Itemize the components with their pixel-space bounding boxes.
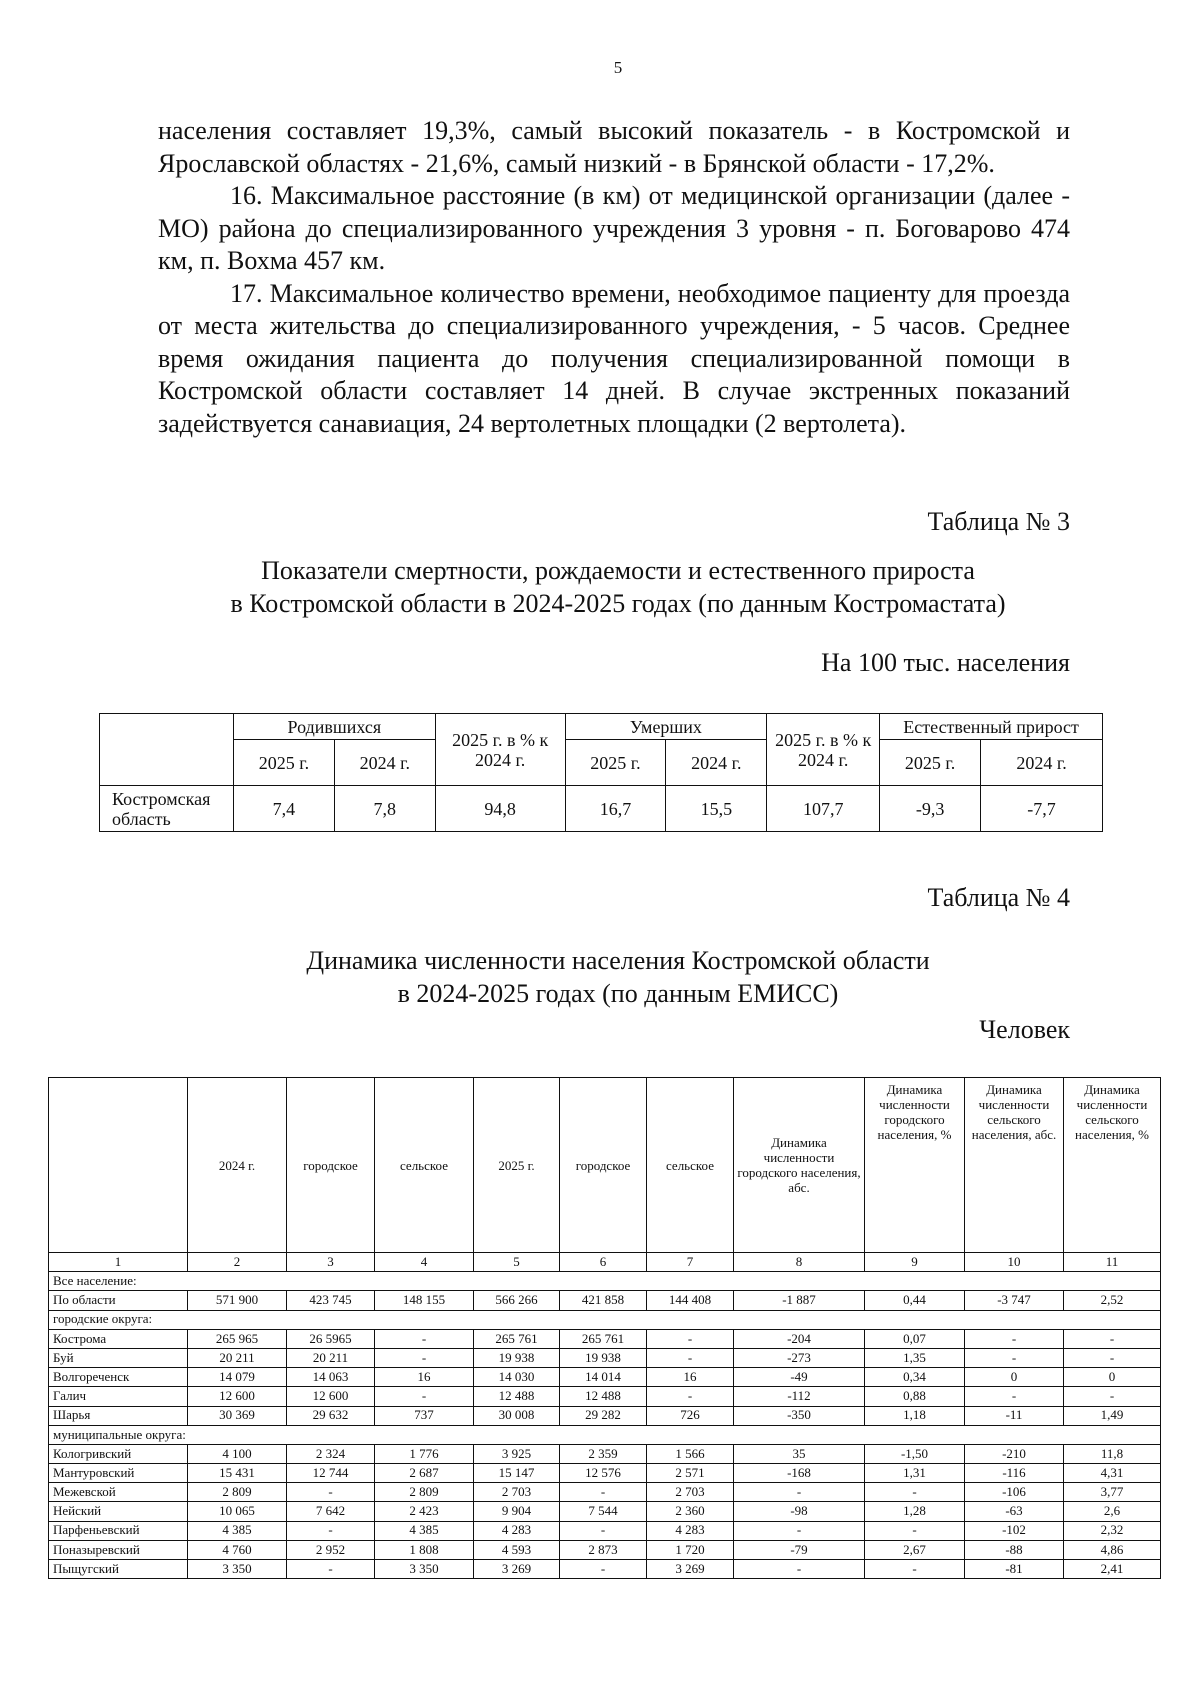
data-cell: 2 687: [375, 1464, 474, 1483]
data-cell: 1,31: [865, 1464, 965, 1483]
table-row: [49, 1540, 1161, 1559]
table-row: [49, 1387, 1161, 1406]
section-row: [49, 1425, 1161, 1444]
data-cell: 3 925: [474, 1444, 560, 1463]
data-cell: -: [865, 1560, 965, 1579]
data-cell: 2,67: [865, 1540, 965, 1559]
data-cell: 5: [474, 1253, 560, 1272]
table4-header-row: [49, 1078, 1161, 1253]
table-row: [49, 1560, 1161, 1579]
row-label-cell: Межевской: [49, 1483, 188, 1502]
data-cell: -116: [965, 1464, 1064, 1483]
data-cell: 1,49: [1064, 1406, 1161, 1425]
data-cell: -: [734, 1521, 865, 1540]
data-cell: 16: [647, 1368, 734, 1387]
data-cell: -88: [965, 1540, 1064, 1559]
data-cell: 265 761: [474, 1329, 560, 1348]
data-cell: 26 5965: [287, 1329, 375, 1348]
data-cell: 1 808: [375, 1540, 474, 1559]
data-cell: 4,31: [1064, 1464, 1161, 1483]
header-cell: [49, 1078, 188, 1253]
data-cell: 4,86: [1064, 1540, 1161, 1559]
data-cell: 3,77: [1064, 1483, 1161, 1502]
data-cell: 29 282: [560, 1406, 647, 1425]
row-label-cell: Шарья: [49, 1406, 188, 1425]
deaths-header: Умерших: [565, 714, 767, 740]
data-cell: 423 745: [287, 1291, 375, 1310]
data-cell: 2,6: [1064, 1502, 1161, 1521]
data-cell: 12 488: [474, 1387, 560, 1406]
data-cell: -1 887: [734, 1291, 865, 1310]
row-label-cell: Пыщугский: [49, 1560, 188, 1579]
table-row: [49, 1291, 1161, 1310]
data-cell: -102: [965, 1521, 1064, 1540]
row-label-cell: Галич: [49, 1387, 188, 1406]
data-cell: 7,8: [334, 786, 435, 832]
data-cell: 2 703: [474, 1483, 560, 1502]
data-cell: 8: [734, 1253, 865, 1272]
column-number-row: [49, 1253, 1161, 1272]
deaths-2024-header: 2024 г.: [666, 740, 767, 786]
header-cell: Динамика численности городского населения, абс.: [734, 1078, 865, 1253]
data-cell: -: [1064, 1348, 1161, 1367]
data-cell: 14 014: [560, 1368, 647, 1387]
data-cell: 2 809: [188, 1483, 287, 1502]
paragraph-17: 17. Максимальное количество времени, необходимое пациенту для проезда от места жительства до специализированного учреждения, - 5 часов. Среднее время ожидания пациента до получения специализированной помощи в Костромской области составляет 14 дней. В случае экстренных показаний задействуется санавиация, 24 вертолетных площадки (2 вертолета).: [158, 278, 1070, 438]
data-cell: 2,52: [1064, 1291, 1161, 1310]
data-cell: 20 211: [287, 1348, 375, 1367]
data-cell: -: [560, 1483, 647, 1502]
data-cell: 2 809: [375, 1483, 474, 1502]
table-row: [49, 1464, 1161, 1483]
table-row: [49, 1502, 1161, 1521]
data-cell: 2 423: [375, 1502, 474, 1521]
data-cell: 30 008: [474, 1406, 560, 1425]
data-cell: 0,07: [865, 1329, 965, 1348]
data-cell: -106: [965, 1483, 1064, 1502]
row-label-cell: Буй: [49, 1348, 188, 1367]
table4-title: [0, 944, 1200, 1010]
row-label-cell: Кострома: [49, 1329, 188, 1348]
paragraph-16: 16. Максимальное расстояние (в км) от медицинской организации (далее - МО) района до специализированного учреждения 3 уровня - п. Боговарово 474 км, п. Вохма 457 км.: [158, 181, 1070, 275]
data-cell: 4 760: [188, 1540, 287, 1559]
table3-unit: На 100 тыс. населения: [821, 648, 1070, 677]
data-cell: 9 904: [474, 1502, 560, 1521]
data-cell: 566 266: [474, 1291, 560, 1310]
data-cell: -79: [734, 1540, 865, 1559]
data-cell: 3 350: [375, 1560, 474, 1579]
table4-title-line1: Динамика численности населения Костромской области: [306, 946, 930, 975]
data-cell: 12 744: [287, 1464, 375, 1483]
body-text: [158, 115, 1070, 440]
data-cell: 571 900: [188, 1291, 287, 1310]
data-cell: -204: [734, 1329, 865, 1348]
table3-subheader-row: [100, 740, 1103, 786]
data-cell: 1,35: [865, 1348, 965, 1367]
data-cell: 2 360: [647, 1502, 734, 1521]
data-cell: 14 079: [188, 1368, 287, 1387]
data-cell: 0: [965, 1368, 1064, 1387]
data-cell: 3 269: [647, 1560, 734, 1579]
row-label-cell: Парфеньевский: [49, 1521, 188, 1540]
data-cell: 0,44: [865, 1291, 965, 1310]
data-cell: 144 408: [647, 1291, 734, 1310]
data-cell: 9: [865, 1253, 965, 1272]
paragraph-15-continued: населения составляет 19,3%, самый высокий показатель - в Костромской и Ярославской областях - 21,6%, самый низкий - в Брянской области - 17,2%.: [158, 116, 1070, 178]
table-row: [49, 1444, 1161, 1463]
data-cell: -: [734, 1483, 865, 1502]
births-2025-header: 2025 г.: [233, 740, 334, 786]
data-cell: -81: [965, 1560, 1064, 1579]
table-row: [49, 1483, 1161, 1502]
data-cell: -: [560, 1521, 647, 1540]
table-row: [49, 1406, 1161, 1425]
data-cell: 12 600: [188, 1387, 287, 1406]
data-cell: 15,5: [666, 786, 767, 832]
data-cell: 4 385: [375, 1521, 474, 1540]
data-cell: -: [287, 1483, 375, 1502]
header-cell: 2025 г.: [474, 1078, 560, 1253]
table4-title-line2: в 2024-2025 годах (по данным ЕМИСС): [397, 979, 839, 1008]
data-cell: -: [965, 1348, 1064, 1367]
data-cell: 2 703: [647, 1483, 734, 1502]
data-cell: 4 283: [647, 1521, 734, 1540]
data-cell: 148 155: [375, 1291, 474, 1310]
data-cell: -: [647, 1348, 734, 1367]
table3-title: [0, 554, 1200, 620]
table-row: [49, 1348, 1161, 1367]
data-cell: 94,8: [435, 786, 565, 832]
section-heading: муниципальные округа:: [49, 1425, 1161, 1444]
data-cell: -49: [734, 1368, 865, 1387]
table4-body: [49, 1078, 1161, 1579]
data-cell: 4 385: [188, 1521, 287, 1540]
data-cell: 15 431: [188, 1464, 287, 1483]
section-heading: Все население:: [49, 1272, 1161, 1291]
data-cell: 10 065: [188, 1502, 287, 1521]
header-cell: Динамика численности сельского населения, абс.: [965, 1078, 1064, 1253]
data-cell: 265 761: [560, 1329, 647, 1348]
data-cell: -210: [965, 1444, 1064, 1463]
table3-corner-cell: [100, 714, 234, 786]
data-cell: 19 938: [560, 1348, 647, 1367]
data-cell: 2 873: [560, 1540, 647, 1559]
row-label-cell: По области: [49, 1291, 188, 1310]
data-cell: -: [647, 1329, 734, 1348]
header-cell: сельское: [375, 1078, 474, 1253]
data-cell: 4 593: [474, 1540, 560, 1559]
data-cell: -63: [965, 1502, 1064, 1521]
table-row: [49, 1521, 1161, 1540]
table3-title-line1: Показатели смертности, рождаемости и естественного прироста: [261, 556, 975, 585]
table3: [99, 713, 1103, 832]
data-cell: 14 063: [287, 1368, 375, 1387]
data-cell: -9,3: [880, 786, 981, 832]
data-cell: 421 858: [560, 1291, 647, 1310]
data-cell: 12 576: [560, 1464, 647, 1483]
data-cell: 726: [647, 1406, 734, 1425]
data-cell: 0,34: [865, 1368, 965, 1387]
data-cell: -3 747: [965, 1291, 1064, 1310]
row-label-cell: Мантуровский: [49, 1464, 188, 1483]
header-cell: городское: [287, 1078, 375, 1253]
data-cell: -: [647, 1387, 734, 1406]
data-cell: -: [865, 1483, 965, 1502]
data-cell: 2 324: [287, 1444, 375, 1463]
header-cell: 2024 г.: [188, 1078, 287, 1253]
natural-growth-header: Естественный прирост: [880, 714, 1103, 740]
data-cell: 14 030: [474, 1368, 560, 1387]
data-cell: -7,7: [981, 786, 1103, 832]
data-cell: 19 938: [474, 1348, 560, 1367]
page-number: 5: [613, 58, 623, 77]
data-cell: 3: [287, 1253, 375, 1272]
data-cell: 7 544: [560, 1502, 647, 1521]
data-cell: 107,7: [767, 786, 880, 832]
data-cell: -273: [734, 1348, 865, 1367]
header-cell: городское: [560, 1078, 647, 1253]
data-cell: 29 632: [287, 1406, 375, 1425]
data-cell: 2: [188, 1253, 287, 1272]
table3-label: Таблица № 3: [927, 507, 1070, 536]
data-cell: -350: [734, 1406, 865, 1425]
data-cell: 4 100: [188, 1444, 287, 1463]
row-label-cell: Поназыревский: [49, 1540, 188, 1559]
section-row: [49, 1310, 1161, 1329]
header-cell: Динамика численности городского населения, %: [865, 1078, 965, 1253]
data-cell: 7 642: [287, 1502, 375, 1521]
section-heading: городские округа:: [49, 1310, 1161, 1329]
data-cell: -: [375, 1329, 474, 1348]
data-cell: -: [1064, 1329, 1161, 1348]
data-cell: 16: [375, 1368, 474, 1387]
data-cell: 1,28: [865, 1502, 965, 1521]
data-cell: -112: [734, 1387, 865, 1406]
data-cell: -: [965, 1329, 1064, 1348]
data-cell: -: [965, 1387, 1064, 1406]
data-cell: 1 720: [647, 1540, 734, 1559]
data-cell: -11: [965, 1406, 1064, 1425]
table3-data-row: [100, 786, 1103, 832]
data-cell: -: [375, 1348, 474, 1367]
table-row: [49, 1368, 1161, 1387]
data-cell: 265 965: [188, 1329, 287, 1348]
data-cell: 16,7: [565, 786, 666, 832]
table3-title-line2: в Костромской области в 2024-2025 годах (по данным Костромастата): [230, 589, 1006, 618]
data-cell: 3 350: [188, 1560, 287, 1579]
table-row: [49, 1329, 1161, 1348]
header-cell: Динамика численности сельского населения, %: [1064, 1078, 1161, 1253]
deaths-2025-header: 2025 г.: [565, 740, 666, 786]
data-cell: 2,32: [1064, 1521, 1161, 1540]
data-cell: 0,88: [865, 1387, 965, 1406]
data-cell: 2,41: [1064, 1560, 1161, 1579]
data-cell: 3 269: [474, 1560, 560, 1579]
births-header: Родившихся: [233, 714, 435, 740]
births-ratio-header: 2025 г. в % к 2024 г.: [435, 714, 565, 786]
region-cell: Костромская область: [100, 786, 234, 832]
data-cell: 2 571: [647, 1464, 734, 1483]
data-cell: 4: [375, 1253, 474, 1272]
table4: [48, 1077, 1161, 1579]
data-cell: 2 952: [287, 1540, 375, 1559]
data-cell: 11,8: [1064, 1444, 1161, 1463]
data-cell: -: [865, 1521, 965, 1540]
data-cell: 10: [965, 1253, 1064, 1272]
data-cell: -: [287, 1560, 375, 1579]
data-cell: -: [560, 1560, 647, 1579]
growth-2025-header: 2025 г.: [880, 740, 981, 786]
data-cell: 1 566: [647, 1444, 734, 1463]
data-cell: -168: [734, 1464, 865, 1483]
data-cell: -: [287, 1521, 375, 1540]
data-cell: 30 369: [188, 1406, 287, 1425]
data-cell: -: [734, 1560, 865, 1579]
data-cell: -: [1064, 1387, 1161, 1406]
row-label-cell: Нейский: [49, 1502, 188, 1521]
growth-2024-header: 2024 г.: [981, 740, 1103, 786]
data-cell: 12 600: [287, 1387, 375, 1406]
row-label-cell: 1: [49, 1253, 188, 1272]
births-2024-header: 2024 г.: [334, 740, 435, 786]
section-row: [49, 1272, 1161, 1291]
data-cell: -: [375, 1387, 474, 1406]
data-cell: 20 211: [188, 1348, 287, 1367]
row-label-cell: Кологривский: [49, 1444, 188, 1463]
data-cell: 2 359: [560, 1444, 647, 1463]
deaths-ratio-header: 2025 г. в % к 2024 г.: [767, 714, 880, 786]
data-cell: 4 283: [474, 1521, 560, 1540]
data-cell: 7: [647, 1253, 734, 1272]
table4-unit: Человек: [979, 1015, 1070, 1044]
data-cell: 6: [560, 1253, 647, 1272]
data-cell: 12 488: [560, 1387, 647, 1406]
header-cell: сельское: [647, 1078, 734, 1253]
row-label-cell: Волгореченск: [49, 1368, 188, 1387]
data-cell: 7,4: [233, 786, 334, 832]
data-cell: 35: [734, 1444, 865, 1463]
table4-label: Таблица № 4: [927, 883, 1070, 912]
data-cell: -1,50: [865, 1444, 965, 1463]
data-cell: 1,18: [865, 1406, 965, 1425]
data-cell: 11: [1064, 1253, 1161, 1272]
data-cell: -98: [734, 1502, 865, 1521]
data-cell: 737: [375, 1406, 474, 1425]
table3-header-row: [100, 714, 1103, 740]
data-cell: 1 776: [375, 1444, 474, 1463]
data-cell: 15 147: [474, 1464, 560, 1483]
data-cell: 0: [1064, 1368, 1161, 1387]
